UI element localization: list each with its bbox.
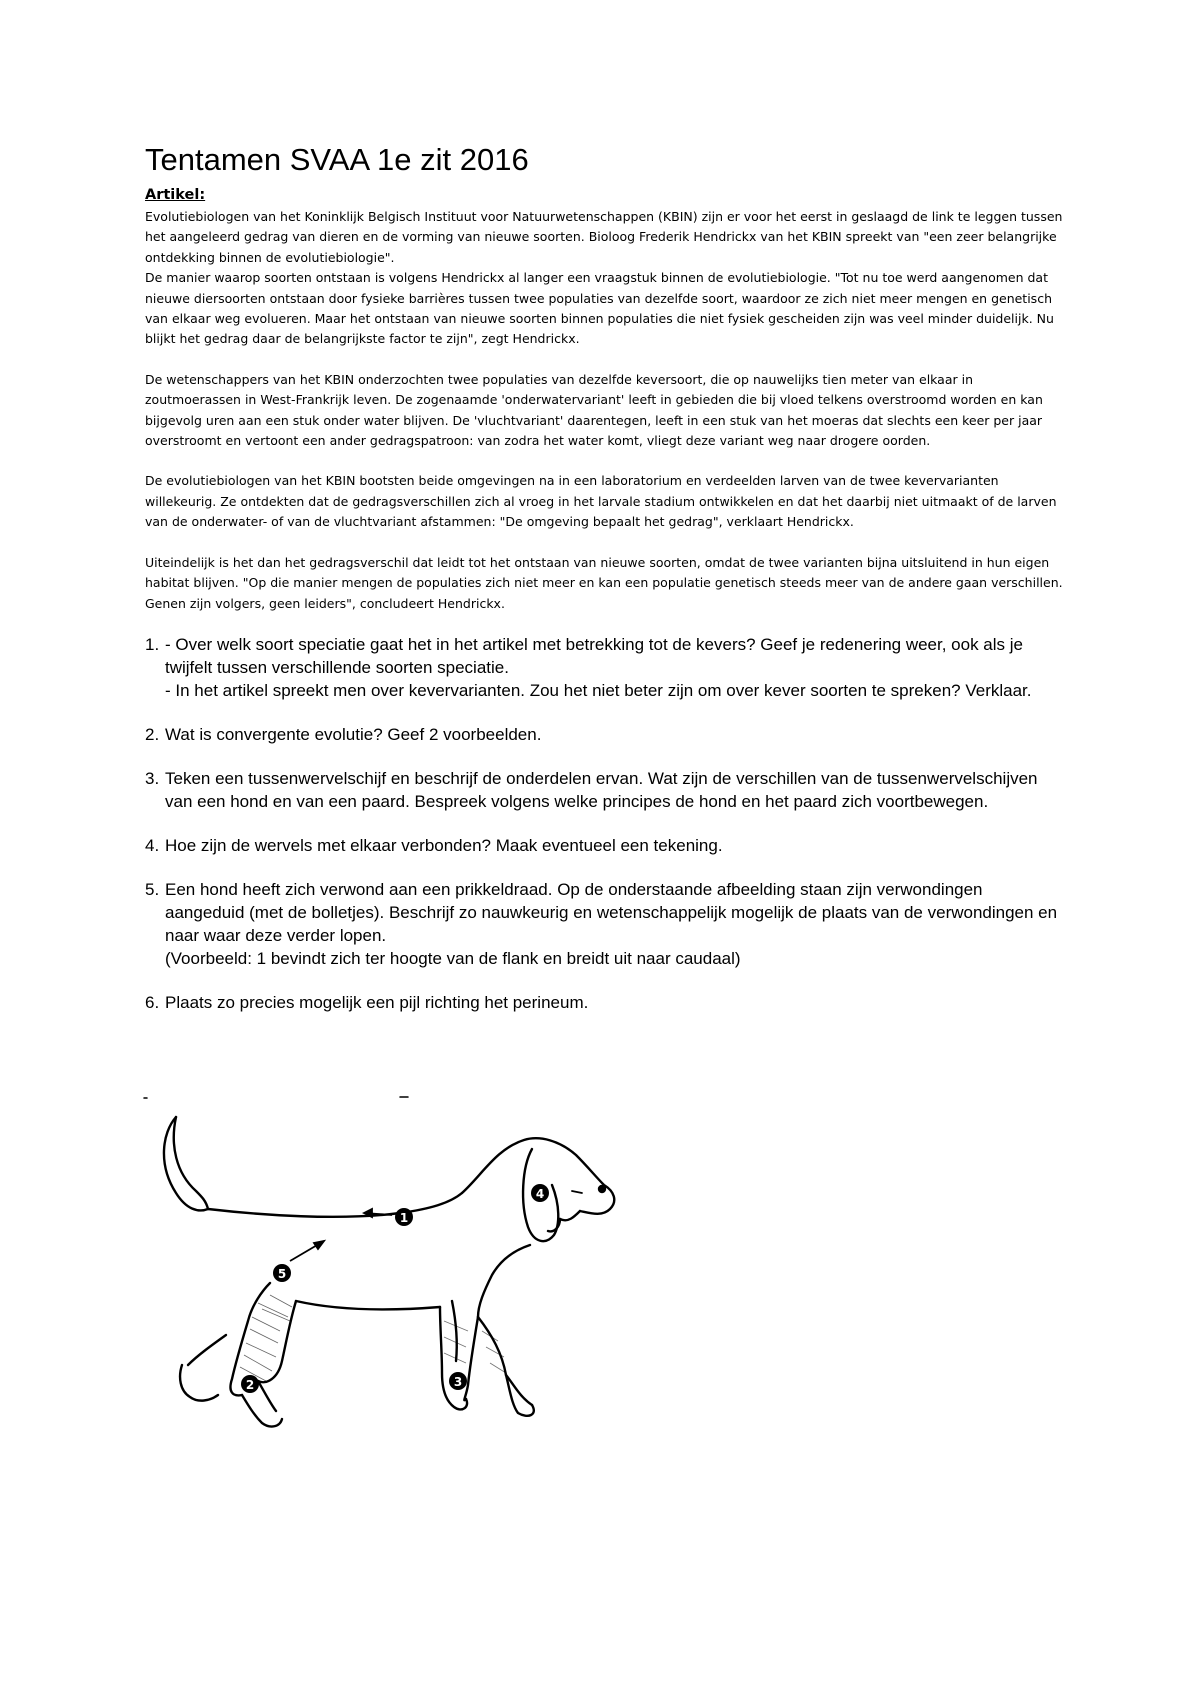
wound-marker-2: [241, 1375, 259, 1393]
question-4: [145, 834, 1065, 857]
article-paragraph: Uiteindelijk is het dan het gedragsverschil dat leidt tot het ontstaan van nieuwe soorten, omdat de twee varianten bijna uitsluitend in hun eigen habitat blijven. "Op die manier mengen de populaties zich niet meer en kan een populatie genetisch steeds meer van de andere gaan verschillen. Genen zijn volgers, geen leiders", concludeert Hendrickx.: [145, 554, 1063, 611]
question-number: 4.: [145, 836, 160, 855]
wound-marker-5: [273, 1264, 291, 1282]
article-paragraph: De evolutiebiologen van het KBIN bootsten beide omgevingen na in een laboratorium en verdeelden larven van de twee kevervarianten willekeurig. Ze ontdekten dat de gedragsverschillen zich al vroeg in het larvale stadium ontwikkelen en dat het daarbij niet uitmaakt of de larven van de onderwater- of van de vluchtvariant afstammen: "De omgeving bepaalt het gedrag", verklaart Hendrickx.: [145, 473, 1057, 530]
question-number: 1.: [145, 635, 160, 654]
dog-front-leg: [440, 1307, 467, 1409]
article-body: [145, 207, 1065, 634]
question-number: 6.: [145, 993, 160, 1012]
question-5: [145, 878, 1065, 970]
question-line: Hoe zijn de wervels met elkaar verbonden? Maak eventueel een tekening.: [165, 836, 723, 855]
wound-label: 4: [535, 1187, 545, 1201]
wound-label: 2: [245, 1378, 255, 1392]
article-paragraph: Evolutiebiologen van het Koninklijk Belgisch Instituut voor Natuurwetenschappen (KBIN) zijn er voor het eerst in geslaagd de link te leggen tussen het aangeleerd gedrag van dieren en de vorming van nieuwe soorten. Bioloog Frederik Hendrickx van het KBIN spreekt van "een zeer belangrijke ontdekking binnen de evolutiebiologie".: [145, 209, 1063, 265]
question-list: [145, 633, 1065, 1035]
question-line: (Voorbeeld: 1 bevindt zich ter hoogte van de flank en breidt uit naar caudaal): [165, 949, 741, 968]
wound-label: 3: [453, 1375, 463, 1389]
question-line: Wat is convergente evolutie? Geef 2 voorbeelden.: [165, 725, 542, 744]
article-paragraph: De wetenschappers van het KBIN onderzochten twee populaties van dezelfde keversoort, die op nauwelijks tien meter van elkaar in zoutmoerassen in West-Frankrijk leven. De zogenaamde 'onderwatervariant' leeft in gebieden die bij vloed telkens overstroomd worden en kan bijgevolg uren aan een stuk onder water blijven. De 'vluchtvariant' daarentegen, leeft in een stuk van het moeras dat slechts een keer per jaar overstroomt en vertoont een ander gedragspatroon: van zodra het water komt, vliegt deze variant weg naar drogere oorden.: [145, 371, 1043, 449]
wound-marker-1: [395, 1208, 413, 1226]
page-title: Tentamen SVAA 1e zit 2016: [145, 142, 529, 177]
article-paragraph: De manier waarop soorten ontstaan is volgens Hendrickx al langer een vraagstuk binnen de evolutiebiologie. "Tot nu toe werd aangenomen dat nieuwe diersoorten ontstaan door fysieke barrières tussen twee populaties van dezelfde soort, waardoor ze zich niet meer mengen en genetisch van elkaar weg evolueren. Maar het ontstaan van nieuwe soorten binnen populaties die niet fysiek gescheiden zijn was veel minder duidelijk. Nu blijkt het gedrag daar de belangrijkste factor te zijn", zegt Hendrickx.: [145, 270, 1054, 347]
question-number: 3.: [145, 769, 160, 788]
wound-marker-3: [449, 1372, 467, 1390]
dog-drawing: [140, 1085, 680, 1495]
question-line: Teken een tussenwervelschijf en beschrijf de onderdelen ervan. Wat zijn de verschillen van de tussenwervelschijven van een hond en van een paard. Bespreek volgens welke principes de hond en het paard zich voortbewegen.: [165, 769, 1038, 811]
question-number: 5.: [145, 880, 160, 899]
dog-head: [462, 1138, 614, 1214]
dog-back: [208, 1193, 462, 1217]
question-number: 2.: [145, 725, 160, 744]
question-3: [145, 767, 1065, 813]
dog-illustration: [140, 1085, 680, 1495]
question-line: - Over welk soort speciatie gaat het in het artikel met betrekking tot de kevers? Geef je redenering weer, ook als je twijfelt tussen verschillende soorten speciatie.: [165, 635, 1023, 677]
question-2: [145, 723, 1065, 746]
article-heading: Artikel:: [145, 187, 206, 203]
question-line: Plaats zo precies mogelijk een pijl richting het perineum.: [165, 993, 589, 1012]
question-1: [145, 633, 1065, 702]
question-6: [145, 991, 1065, 1014]
question-line: Een hond heeft zich verwond aan een prikkeldraad. Op de onderstaande afbeelding staan zijn verwondingen aangeduid (met de bolletjes). Beschrijf zo nauwkeurig en wetenschappelijk mogelijk de plaats van de verwondingen en naar waar deze verder lopen.: [165, 880, 1058, 945]
question-line: - In het artikel spreekt men over kevervarianten. Zou het niet beter zijn om over kever soorten te spreken? Verklaar.: [165, 681, 1032, 700]
dog-belly: [296, 1301, 440, 1309]
wound-label: 1: [399, 1211, 409, 1225]
wound-label: 5: [277, 1267, 287, 1281]
wound-marker-4: [531, 1184, 549, 1202]
